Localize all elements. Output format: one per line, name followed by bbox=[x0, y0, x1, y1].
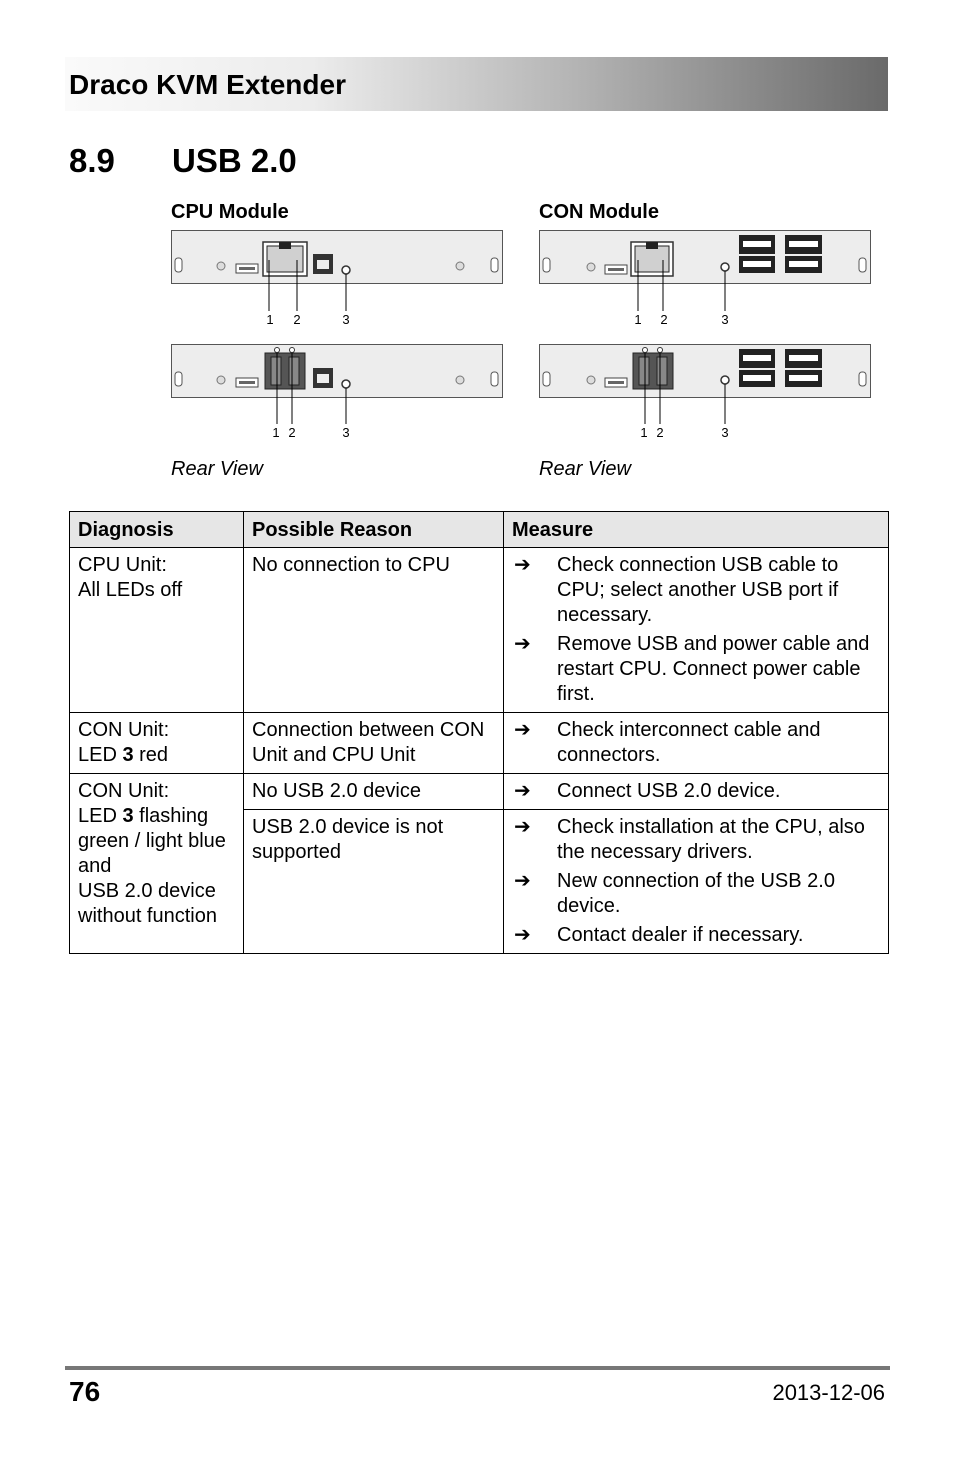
page-number: 76 bbox=[69, 1376, 101, 1407]
measure-item bbox=[512, 869, 880, 919]
measure-text: Connect USB 2.0 device. bbox=[557, 780, 781, 802]
diagnosis-cell bbox=[70, 774, 244, 954]
led-number: 3 bbox=[122, 744, 134, 766]
table-row bbox=[70, 774, 889, 810]
table-row bbox=[70, 548, 889, 713]
rear-view-caption-con: Rear View bbox=[539, 458, 631, 480]
diagnosis-cell bbox=[70, 713, 244, 774]
reason-cell: No connection to CPU bbox=[244, 548, 504, 713]
measure-text: Remove USB and power cable and restart CPU. Connect power cable first. bbox=[557, 633, 870, 705]
section-number: 8.9 bbox=[69, 142, 115, 179]
arrow-right-icon: ➔ bbox=[514, 633, 531, 655]
footer-divider bbox=[65, 1366, 890, 1370]
table-row bbox=[70, 713, 889, 774]
callout-2: 2 bbox=[288, 425, 296, 440]
measure-cell bbox=[504, 713, 889, 774]
arrow-right-icon: ➔ bbox=[514, 816, 531, 838]
con-module-copper-panel bbox=[539, 230, 873, 330]
section-title: USB 2.0 bbox=[172, 142, 297, 179]
measure-item bbox=[512, 815, 880, 865]
troubleshooting-table bbox=[69, 511, 889, 954]
led-number: 3 bbox=[122, 805, 134, 827]
reason-cell: Connection between CON Unit and CPU Unit bbox=[244, 713, 504, 774]
measure-item bbox=[512, 923, 880, 948]
callout-2: 2 bbox=[293, 312, 301, 327]
diagnosis-line: CPU Unit: bbox=[78, 554, 167, 576]
callout-3: 3 bbox=[342, 425, 350, 440]
callout-1: 1 bbox=[640, 425, 648, 440]
diagnosis-line: CON Unit: bbox=[78, 780, 170, 802]
diagnosis-line: CON Unit: bbox=[78, 719, 170, 741]
callout-3: 3 bbox=[342, 312, 350, 327]
measure-item bbox=[512, 632, 880, 707]
arrow-right-icon: ➔ bbox=[514, 870, 531, 892]
cpu-module-label: CPU Module bbox=[171, 201, 289, 223]
cpu-module-fiber-panel bbox=[171, 343, 505, 443]
led-prefix: LED bbox=[78, 805, 123, 827]
con-module-fiber-panel bbox=[539, 343, 873, 443]
measure-text: New connection of the USB 2.0 device. bbox=[557, 870, 835, 917]
arrow-right-icon: ➔ bbox=[514, 719, 531, 741]
measure-item bbox=[512, 718, 880, 768]
measure-cell bbox=[504, 548, 889, 713]
diagnosis-line: All LEDs off bbox=[78, 579, 183, 601]
header-band bbox=[65, 57, 888, 111]
callout-2: 2 bbox=[656, 425, 664, 440]
measure-cell bbox=[504, 810, 889, 954]
callout-2: 2 bbox=[660, 312, 668, 327]
cpu-module-copper-panel bbox=[171, 230, 505, 330]
measure-text: Contact dealer if necessary. bbox=[557, 924, 804, 946]
measure-text: Check connection USB cable to CPU; select another USB port if necessary. bbox=[557, 554, 839, 626]
measure-text: Check installation at the CPU, also the necessary drivers. bbox=[557, 816, 865, 863]
diagnosis-line: USB 2.0 device without function bbox=[78, 880, 217, 927]
measure-item bbox=[512, 779, 880, 804]
diagnosis-cell bbox=[70, 548, 244, 713]
led-suffix: flashing green / light blue and bbox=[78, 805, 226, 877]
table-header-row bbox=[70, 512, 889, 548]
led-suffix: red bbox=[133, 744, 169, 766]
callout-3: 3 bbox=[721, 425, 729, 440]
header-diagnosis: Diagnosis bbox=[70, 512, 244, 548]
footer-date: 2013-12-06 bbox=[772, 1380, 885, 1405]
con-module-label: CON Module bbox=[539, 201, 659, 223]
document-title: Draco KVM Extender bbox=[69, 69, 346, 100]
measure-item bbox=[512, 553, 880, 628]
reason-cell: USB 2.0 device is not supported bbox=[244, 810, 504, 954]
arrow-right-icon: ➔ bbox=[514, 780, 531, 802]
header-measure: Measure bbox=[504, 512, 889, 548]
callout-3: 3 bbox=[721, 312, 729, 327]
section-heading bbox=[69, 142, 297, 180]
callout-1: 1 bbox=[266, 312, 274, 327]
measure-cell bbox=[504, 774, 889, 810]
arrow-right-icon: ➔ bbox=[514, 924, 531, 946]
arrow-right-icon: ➔ bbox=[514, 554, 531, 576]
callout-1: 1 bbox=[634, 312, 642, 327]
header-possible-reason: Possible Reason bbox=[244, 512, 504, 548]
led-prefix: LED bbox=[78, 744, 123, 766]
rear-view-caption-cpu: Rear View bbox=[171, 458, 263, 480]
reason-cell: No USB 2.0 device bbox=[244, 774, 504, 810]
callout-1: 1 bbox=[272, 425, 280, 440]
measure-text: Check interconnect cable and connectors. bbox=[557, 719, 821, 766]
